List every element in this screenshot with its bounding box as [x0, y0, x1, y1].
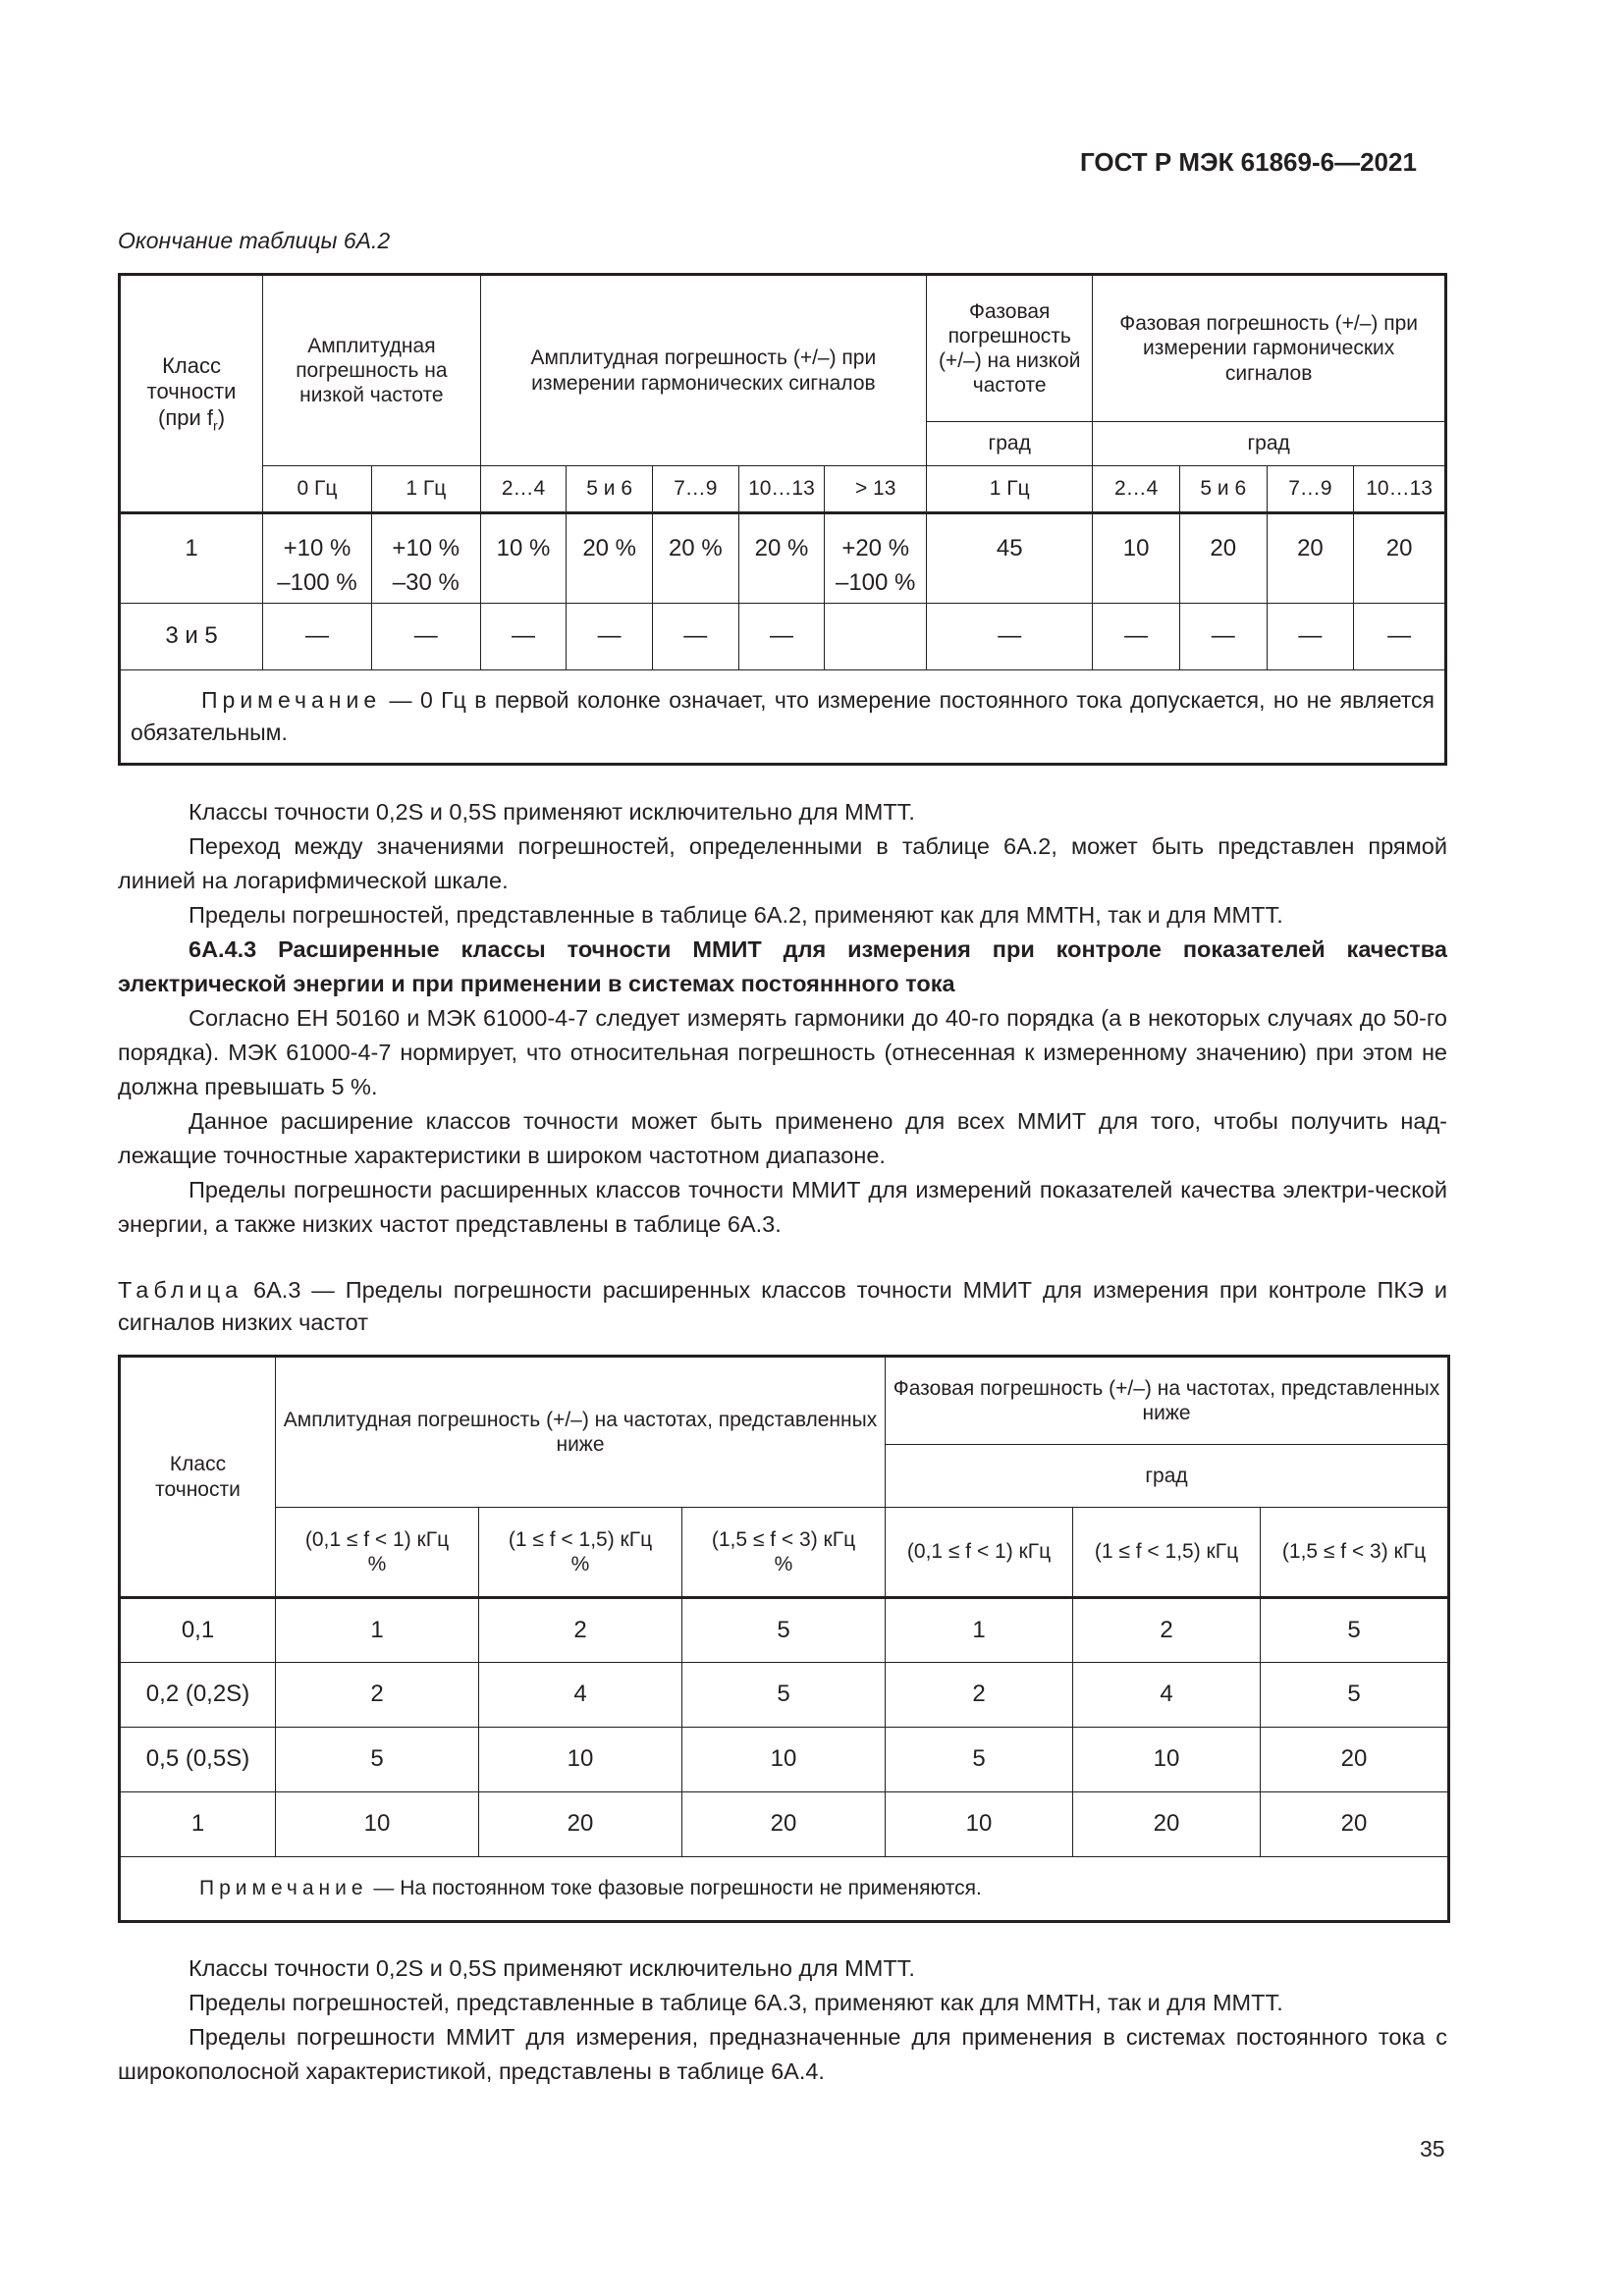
- page-number: 35: [1420, 2136, 1445, 2162]
- subheader: 1 Гц: [927, 466, 1093, 513]
- cell: 20: [682, 1792, 886, 1857]
- subheader: 7…9: [1267, 466, 1354, 513]
- header-phase-harmonic: Фазовая погрешность (+/–) при измерении гармонических сигналов: [1093, 275, 1446, 422]
- paragraph: Переход между значениями погрешностей, определенными в таблице 6А.2, может быть представлен прямой линией на логарифмической шкале.: [118, 833, 1447, 893]
- cell: 20: [479, 1792, 682, 1857]
- cell: 5: [1261, 1598, 1449, 1663]
- unit-grad: град: [886, 1445, 1449, 1508]
- row-class: 0,2 (0,2S): [120, 1663, 276, 1728]
- row-class: 0,1: [120, 1598, 276, 1663]
- paragraph: Пределы погрешностей, представленные в таблице 6А.3, применяют как для ММТН, так и для ММТТ.: [189, 1990, 1283, 2015]
- cell: —: [1267, 604, 1354, 670]
- table-row: [120, 1792, 1449, 1857]
- subheader: 1 Гц: [371, 466, 480, 513]
- cell: 5: [886, 1728, 1073, 1792]
- cell: 10: [1073, 1728, 1261, 1792]
- header-phase: Фазовая погрешность (+/–) на частотах, представленных ниже: [886, 1357, 1449, 1445]
- cell: 10: [1093, 513, 1180, 604]
- document-code: ГОСТ Р МЭК 61869-6—2021: [1080, 147, 1417, 177]
- cell: —: [1179, 604, 1267, 670]
- cell: 20: [1179, 513, 1267, 604]
- cell: 1: [886, 1598, 1073, 1663]
- cell: 10 %: [480, 513, 567, 604]
- cell: 5: [682, 1598, 886, 1663]
- cell: —: [1354, 604, 1446, 670]
- amp-subheader: (1,5 ≤ f < 3) кГц %: [682, 1508, 886, 1598]
- unit-grad: град: [1093, 422, 1446, 466]
- cell: 20 %: [567, 513, 653, 604]
- header-phase-low: Фазовая погрешность (+/–) на низкой частоте: [927, 275, 1093, 422]
- cell: 20: [1261, 1728, 1449, 1792]
- header-amp: Амплитудная погрешность (+/–) на частотах, представленных ниже: [276, 1357, 886, 1508]
- table1-note: Примечание — 0 Гц в первой колонке означает, что измерение постоянного тока допускается, но не является обязательным.: [120, 670, 1446, 765]
- phase-subheader: (0,1 ≤ f < 1) кГц: [886, 1508, 1073, 1598]
- subheader: 0 Гц: [263, 466, 372, 513]
- header-amp-harmonic: Амплитудная погрешность (+/–) при измерении гармонических сигналов: [480, 275, 926, 466]
- table-row: [120, 604, 1446, 670]
- cell: +10 % –30 %: [371, 513, 480, 604]
- header-class: Класс точности (при $f_r$): [120, 275, 263, 513]
- cell: +10 % –100 %: [263, 513, 372, 604]
- subheader: 2…4: [480, 466, 567, 513]
- subheader: 7…9: [652, 466, 738, 513]
- subheader: 5 и 6: [1179, 466, 1267, 513]
- subheader: 5 и 6: [567, 466, 653, 513]
- cell: [825, 604, 927, 670]
- cell: —: [927, 604, 1093, 670]
- cell: 4: [479, 1663, 682, 1728]
- paragraph: Данное расширение классов точности может быть применено для всех ММИТ для того, чтобы получить над-лежащие точностные характеристики в широком частотном диапазоне.: [118, 1108, 1447, 1168]
- amp-subheader: (1 ≤ f < 1,5) кГц %: [479, 1508, 682, 1598]
- cell: —: [738, 604, 825, 670]
- table1-caption: Окончание таблицы 6А.2: [118, 228, 391, 253]
- cell: 5: [276, 1728, 479, 1792]
- cell: —: [371, 604, 480, 670]
- paragraph: Классы точности 0,2S и 0,5S применяют исключительно для ММТТ.: [189, 799, 915, 825]
- cell: 20 %: [652, 513, 738, 604]
- amp-subheader: (0,1 ≤ f < 1) кГц %: [276, 1508, 479, 1598]
- table-row: [120, 1728, 1449, 1792]
- cell: 20: [1267, 513, 1354, 604]
- paragraph: Пределы погрешности расширенных классов точности ММИТ для измерений показателей качества электри-ческой энергии, а также низких частот представлены в таблице 6А.3.: [118, 1177, 1447, 1237]
- phase-subheader: (1,5 ≤ f < 3) кГц: [1261, 1508, 1449, 1598]
- cell: 10: [682, 1728, 886, 1792]
- subheader: > 13: [825, 466, 927, 513]
- cell: 20: [1073, 1792, 1261, 1857]
- cell: 2: [276, 1663, 479, 1728]
- subheader: 10…13: [738, 466, 825, 513]
- paragraph: Пределы погрешности ММИТ для измерения, предназначенные для применения в системах постоянного тока с широкополосной характеристикой, представлены в таблице 6А.4.: [118, 2024, 1447, 2084]
- cell: 2: [479, 1598, 682, 1663]
- cell: +20 % –100 %: [825, 513, 927, 604]
- paragraph: Пределы погрешностей, представленные в таблице 6А.2, применяют как для ММТН, так и для ММТТ.: [189, 902, 1283, 928]
- phase-subheader: (1 ≤ f < 1,5) кГц: [1073, 1508, 1261, 1598]
- row-class: 0,5 (0,5S): [120, 1728, 276, 1792]
- cell: 5: [1261, 1663, 1449, 1728]
- table-row: [120, 513, 1446, 604]
- subheader: 2…4: [1093, 466, 1180, 513]
- table-6a3: [118, 1355, 1450, 1923]
- cell: —: [480, 604, 567, 670]
- row-class: 1: [120, 1792, 276, 1857]
- header-amp-low: Амплитудная погрешность на низкой частоте: [263, 275, 481, 466]
- subheader: 10…13: [1354, 466, 1446, 513]
- cell: —: [1093, 604, 1180, 670]
- row-class: 3 и 5: [120, 604, 263, 670]
- cell: 20: [1354, 513, 1446, 604]
- cell: 1: [276, 1598, 479, 1663]
- table-row: [120, 1663, 1449, 1728]
- cell: 2: [1073, 1598, 1261, 1663]
- cell: 20 %: [738, 513, 825, 604]
- cell: 10: [479, 1728, 682, 1792]
- cell: 10: [276, 1792, 479, 1857]
- table-6a2: [118, 273, 1447, 766]
- section-heading: 6А.4.3 Расширенные классы точности ММИТ для измерения при контроле показателей качества электрической энергии и при применении в системах постояннного тока: [118, 936, 1447, 996]
- paragraph: Согласно ЕН 50160 и МЭК 61000-4-7 следует измерять гармоники до 40-го порядка (а в некоторых случаях до 50-го порядка). МЭК 61000-4-7 нормирует, что относительная погрешность (отнесенная к измеренному значению) при этом не должна превышать 5 %.: [118, 1005, 1447, 1099]
- cell: —: [652, 604, 738, 670]
- cell: 45: [927, 513, 1093, 604]
- table2-note: Примечание — На постоянном токе фазовые погрешности не применяются.: [120, 1857, 1449, 1922]
- table2-caption: Таблица 6А.3 — Пределы погрешности расширенных классов точности ММИТ для измерения при контроле ПКЭ и сигналов низких частот: [118, 1277, 1447, 1335]
- cell: —: [567, 604, 653, 670]
- row-class: 1: [120, 513, 263, 604]
- cell: 20: [1261, 1792, 1449, 1857]
- cell: 4: [1073, 1663, 1261, 1728]
- cell: 5: [682, 1663, 886, 1728]
- cell: 10: [886, 1792, 1073, 1857]
- cell: —: [263, 604, 372, 670]
- unit-grad: град: [927, 422, 1093, 466]
- table-row: [120, 1598, 1449, 1663]
- paragraph: Классы точности 0,2S и 0,5S применяют исключительно для ММТТ.: [189, 1955, 915, 1981]
- cell: 2: [886, 1663, 1073, 1728]
- header-class: Класс точности: [120, 1357, 276, 1598]
